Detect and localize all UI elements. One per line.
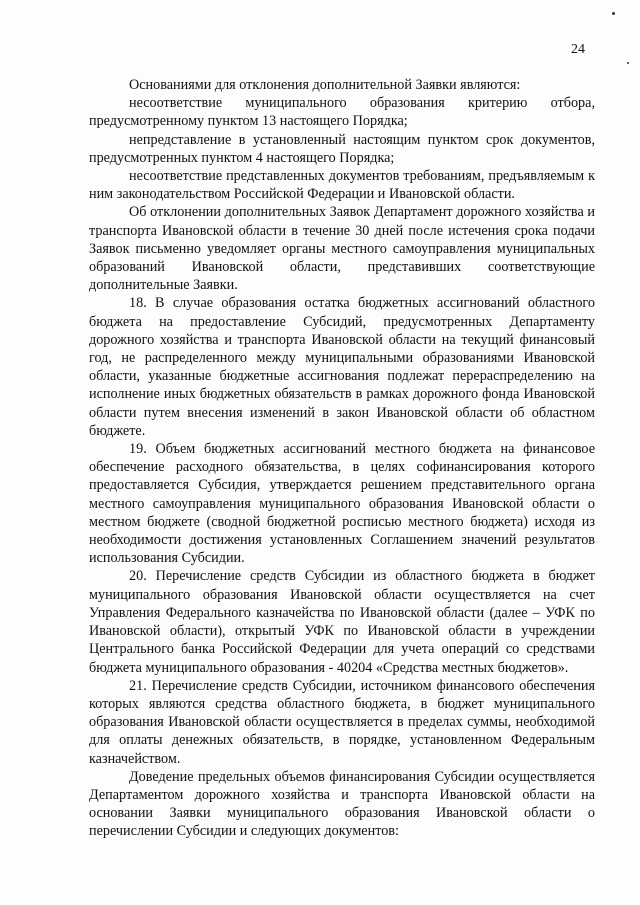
paragraph: несоответствие муниципального образования критерию отбора, предусмотренному пунктом 13 настоящего Порядка; <box>89 95 595 130</box>
paragraph: Об отклонении дополнительных Заявок Департамент дорожного хозяйства и транспорта Ивановской области в течение 30 дней после истечения срока подачи Заявок письменно уведомляет органы местного самоуправления муниципальных образований Ивановской области, представивших соответствующие дополнительные Заявки. <box>89 204 595 294</box>
document-body <box>89 76 595 841</box>
paragraph: Основаниями для отклонения дополнительной Заявки являются: <box>129 77 521 93</box>
paragraph: несоответствие представленных документов требованиям, предъявляемым к ним законодательством Российской Федерации и Ивановской области. <box>89 168 595 203</box>
scan-speck <box>612 12 615 15</box>
scan-speck <box>627 62 629 64</box>
paragraph: 19. Объем бюджетных ассигнований местного бюджета на финансовое обеспечение расходного обязательства, в целях софинансирования которого предоставляется Субсидия, утверждается решением представительного органа местного самоуправления муниципального образования Ивановской области о местном бюджете (сводной бюджетной росписью местного бюджета) исходя из необходимости достижения установленных Соглашением значений результатов использования Субсидии. <box>89 441 595 567</box>
page-number: 24 <box>571 42 585 57</box>
paragraph: 18. В случае образования остатка бюджетных ассигнований областного бюджета на предоставление Субсидий, предусмотренных Департаменту дорожного хозяйства и транспорта Ивановской области на текущий финансовый год, не распределенного между муниципальными образованиями Ивановской области, указанные бюджетные ассигнования подлежат перераспределению на исполнение иных бюджетных обязательств в рамках дорожного фонда Ивановской области путем внесения изменений в закон Ивановской области об областном бюджете. <box>89 295 595 439</box>
paragraph: 21. Перечисление средств Субсидии, источником финансового обеспечения которых являются средства областного бюджета, в бюджет муниципального образования Ивановской области осуществляется в пределах суммы, необходимой для оплаты денежных обязательств, в порядке, установленном Федеральным казначейством. <box>89 677 595 767</box>
paragraph: 20. Перечисление средств Субсидии из областного бюджета в бюджет муниципального образования Ивановской области осуществляется на счет Управления Федерального казначейства по Ивановской области (далее – УФК по Ивановской области), открытый УФК по Ивановской области в учреждении Центрального банка Российской Федерации для учета операций со средствами бюджета муниципального образования - 40204 «Средства местных бюджетов». <box>89 568 595 676</box>
paragraph: непредставление в установленный настоящим пунктом срок документов, предусмотренных пунктом 4 настоящего Порядка; <box>89 131 595 166</box>
paragraph: Доведение предельных объемов финансирования Субсидии осуществляется Департаментом дорожного хозяйства и транспорта Ивановской области на основании Заявки муниципального образования Ивановской области о перечислении Субсидии и следующих документов: <box>89 768 595 840</box>
